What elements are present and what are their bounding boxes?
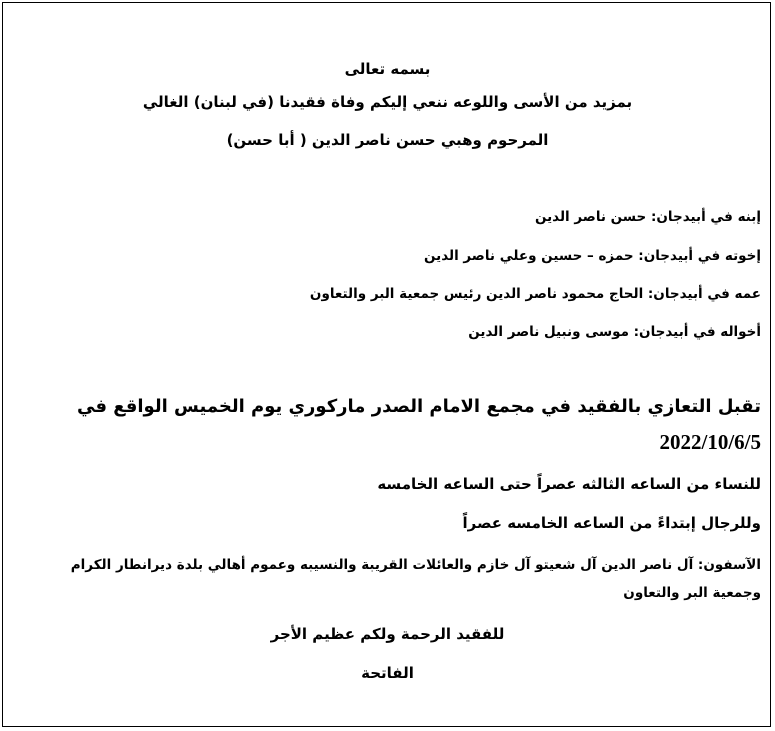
deceased-name: المرحوم وهبي حسن ناصر الدين ( أبا حسن) [226, 131, 549, 149]
closing-blessing: للفقيد الرحمة ولكم عظيم الأجر [270, 625, 505, 643]
condolences-men-hours: وللرجال إبتداءً من الساعه الخامسه عصراً [462, 514, 761, 532]
announcement: بمزيد من الأسى واللوعه ننعي إليكم وفاة فقيدنا (في لبنان) الغالي [142, 93, 633, 111]
relative-brothers: إخوته في أبيدجان: حمزه – حسين وعلي ناصر الدين [424, 248, 761, 264]
condolences-venue: تقبل التعازي بالفقيد في مجمع الامام الصدر ماركوري يوم الخميس الواقع في [77, 396, 761, 417]
mourners-line-1: الآسفون: آل ناصر الدين آل شعيتو آل خازم والعائلات القريبة والنسيبه وعموم أهالي بلدة ديرانطار الكرام [70, 557, 761, 573]
relative-uncle: عمه في أبيدجان: الحاج محمود ناصر الدين رئيس جمعية البر والتعاون [309, 286, 761, 302]
condolences-women-hours: للنساء من الساعه الثالثه عصراً حتى الساعه الخامسه [377, 475, 761, 493]
relative-maternal-uncles: أخواله في أبيدجان: موسى ونبيل ناصر الدين [468, 324, 761, 340]
condolences-date: 2022/10/6/5 [659, 430, 761, 454]
relative-son: إبنه في أبيدجان: حسن ناصر الدين [534, 209, 761, 225]
basmala: بسمه تعالى [344, 60, 431, 78]
closing-fatiha: الفاتحة [361, 664, 414, 682]
mourners-line-2: وجمعية البر والتعاون [623, 585, 761, 601]
